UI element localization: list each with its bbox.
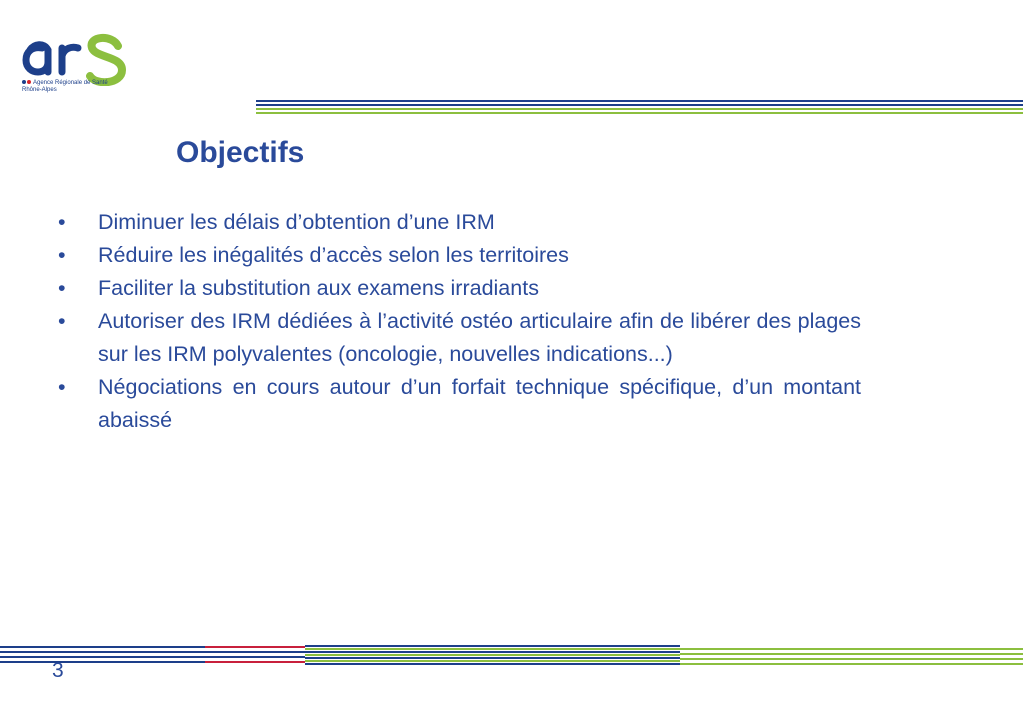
bullet-icon: • bbox=[58, 210, 66, 234]
logo-agency: Agence Régionale de Santé bbox=[33, 80, 108, 86]
slide-title: Objectifs bbox=[176, 136, 305, 169]
logo-region: Rhône-Alpes bbox=[22, 87, 57, 93]
list-item: • Réduire les inégalités d’accès selon les territoires bbox=[58, 239, 861, 272]
bullet-icon: • bbox=[58, 309, 66, 333]
bullet-icon: • bbox=[58, 276, 66, 300]
list-item: • Autoriser des IRM dédiées à l’activité ostéo articulaire afin de libérer des plages sur les IRM polyvalentes (oncologie, nouvelles indications...) bbox=[58, 305, 861, 371]
list-item: • Faciliter la substitution aux examens irradiants bbox=[58, 272, 861, 305]
bullet-icon: • bbox=[58, 375, 66, 399]
flag-icon bbox=[22, 80, 26, 84]
bullet-icon: • bbox=[58, 243, 66, 267]
list-item: • Négociations en cours autour d’un forfait technique spécifique, d’un montant abaissé bbox=[58, 371, 861, 437]
page-number: 3 bbox=[52, 659, 64, 682]
objectives-list bbox=[58, 206, 861, 437]
ars-logo-mark bbox=[22, 26, 132, 86]
bottom-decorative-stripes bbox=[0, 644, 1023, 670]
list-item: • Diminuer les délais d’obtention d’une IRM bbox=[58, 206, 861, 239]
top-decorative-stripes bbox=[256, 100, 1023, 114]
ars-logo bbox=[22, 26, 142, 93]
